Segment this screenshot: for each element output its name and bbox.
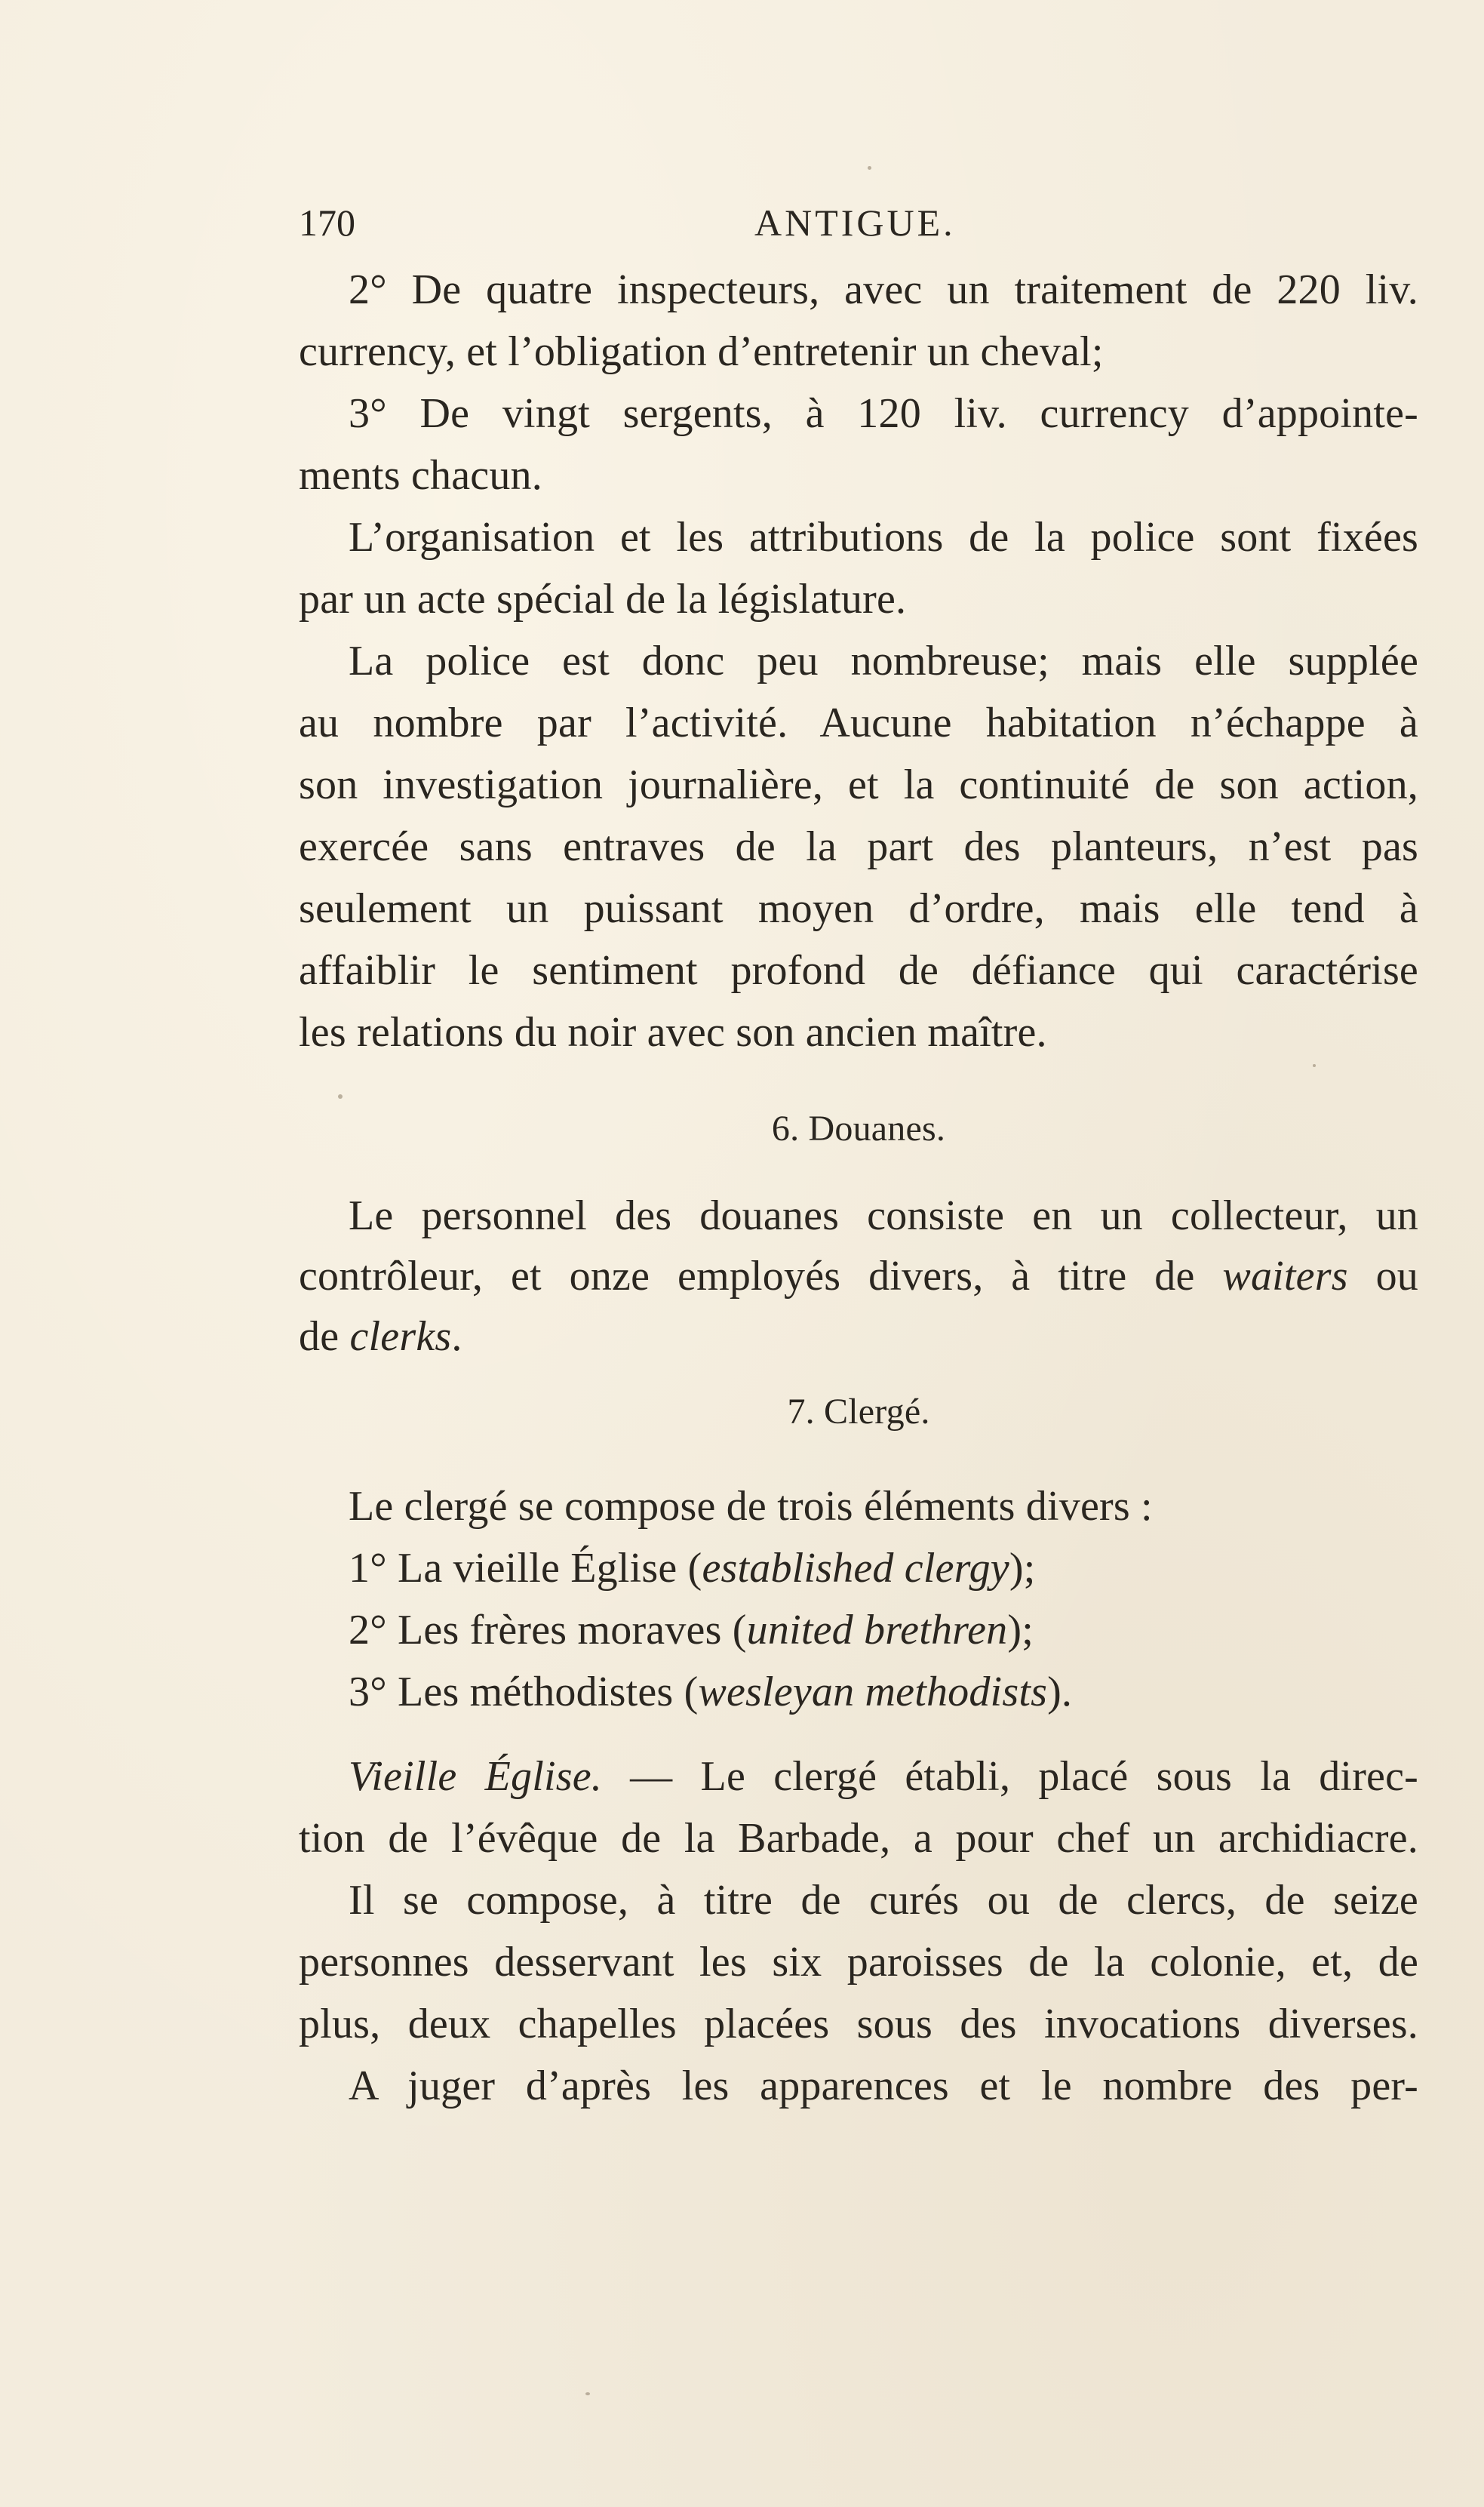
text-line: Vieille Église. — Le clergé établi, placé sous la direc- [349,1753,1419,1800]
italic-term: wesleyan methodists [698,1669,1048,1715]
text-line: L’organisation et les attributions de la police sont fixées [349,514,1418,561]
italic-term: united brethren [746,1607,1008,1653]
italic-term: clerks [349,1313,452,1360]
text-line: Le personnel des douanes consiste en un collecteur, un [349,1192,1418,1239]
section-heading-douanes: 6. Douanes. [771,1109,946,1149]
paper-speck [338,1094,343,1099]
list-item: 2° Les frères moraves (united brethren); [349,1607,1034,1653]
list-item: 1° La vieille Église (established clergy); [349,1545,1036,1592]
italic-term: waiters [1222,1253,1348,1300]
text-line: ments chacun. [299,452,542,499]
text-line: tion de l’évêque de la Barbade, a pour chef un archidiacre. [299,1815,1418,1862]
list-item: 3° Les méthodistes (wesleyan methodists). [349,1669,1073,1715]
text-line: au nombre par l’activité. Aucune habitation n’échappe à [299,700,1418,746]
italic-term: established clergy [702,1545,1009,1592]
page-number: 170 [299,201,355,244]
text-line: Il se compose, à titre de curés ou de clercs, de seize [349,1877,1418,1924]
text-line: A juger d’après les apparences et le nombre des per- [349,2063,1418,2109]
text-line: exercée sans entraves de la part des planteurs, n’est pas [299,823,1418,870]
text-line: 2° De quatre inspecteurs, avec un traitement de 220 liv. [349,266,1418,313]
text-line: currency, et l’obligation d’entretenir un cheval; [299,328,1104,375]
text-line: son investigation journalière, et la continuité de son action, [299,761,1418,808]
text-line: 3° De vingt sergents, à 120 liv. currency d’appointe- [349,390,1418,437]
text-line: seulement un puissant moyen d’ordre, mais elle tend à [299,885,1418,932]
text-line: les relations du noir avec son ancien maître. [299,1009,1047,1056]
text-line: affaiblir le sentiment profond de défiance qui caractérise [299,947,1418,994]
text-line: personnes desservant les six paroisses de la colonie, et, de [299,1939,1418,1986]
text-line: contrôleur, et onze employés divers, à titre de waiters ou [299,1253,1418,1300]
text-line: plus, deux chapelles placées sous des invocations diverses. [299,2001,1418,2047]
text-line: de clerks. [299,1313,462,1360]
paper-speck [585,2392,590,2395]
italic-term: Vieille Église. [349,1753,602,1800]
running-title: ANTIGUE. [754,201,956,244]
text-line: Le clergé se compose de trois éléments divers : [349,1483,1153,1530]
paper-speck [868,166,871,170]
text-line: La police est donc peu nombreuse; mais elle supplée [349,638,1418,684]
paper-speck [1313,1064,1316,1067]
section-heading-clerge: 7. Clergé. [787,1392,930,1432]
text-line: par un acte spécial de la législature. [299,576,907,623]
